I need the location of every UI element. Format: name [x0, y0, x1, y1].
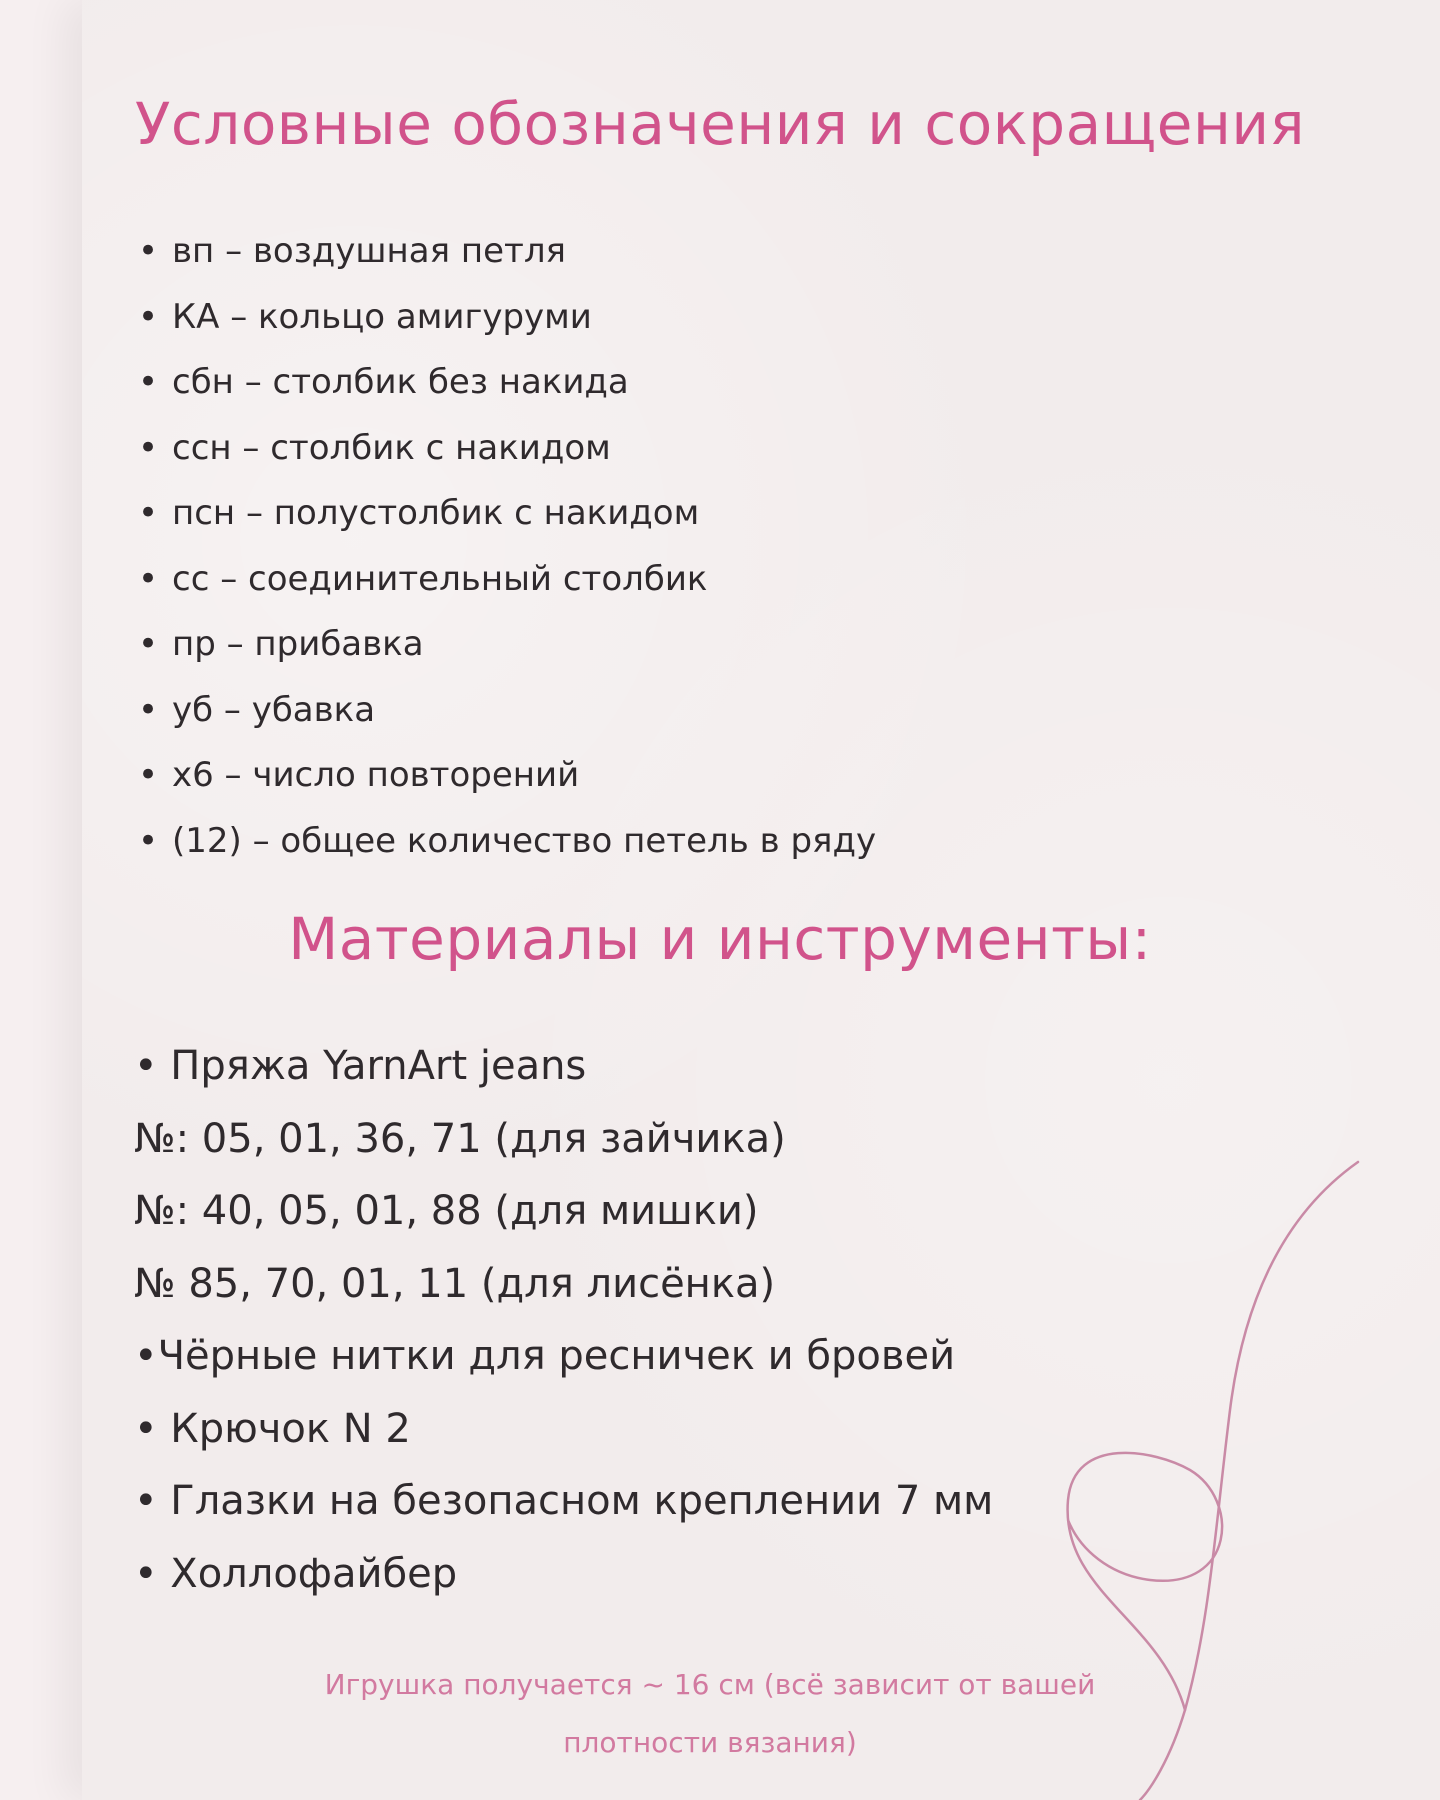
materials-title: Материалы и инструменты:	[288, 905, 1152, 973]
abbreviations-title: Условные обозначения и сокращения	[135, 90, 1305, 158]
abbreviations-list	[138, 226, 876, 881]
bullet-icon: •	[138, 362, 159, 402]
abbreviation-item: • сбн – столбик без накида	[138, 357, 876, 423]
bullet-icon: •	[138, 624, 159, 664]
bullet-icon: •	[138, 755, 159, 795]
materials-line: №: 05, 01, 36, 71 (для зайчика)	[134, 1115, 786, 1162]
bullet-icon: •	[138, 296, 159, 337]
materials-line: •Чёрные нитки для ресничек и бровей	[134, 1333, 956, 1379]
bullet-icon: •	[138, 493, 159, 533]
bullet-icon: •	[138, 820, 159, 861]
thread-curl-icon	[1140, 1162, 1358, 1800]
size-note-line-2: плотности вязания)	[563, 1726, 857, 1759]
bullet-icon: •	[138, 689, 159, 730]
abbreviation-item: • уб – убавка	[138, 685, 876, 751]
abbreviation-item: • КА – кольцо амигуруми	[138, 292, 876, 358]
abbreviation-item: • вп – воздушная петля	[138, 226, 876, 292]
bullet-icon: •	[138, 231, 159, 271]
abbreviation-item: • псн – полустолбик с накидом	[138, 488, 876, 554]
abbreviation-item: • ссн – столбик с накидом	[138, 423, 876, 489]
bullet-icon: •	[138, 427, 159, 468]
materials-list	[134, 1036, 993, 1616]
abbreviation-item: • пр – прибавка	[138, 619, 876, 685]
materials-line: • Пряжа YarnArt jeans	[134, 1043, 587, 1089]
materials-line: • Крючок N 2	[134, 1405, 411, 1452]
materials-line: • Глазки на безопасном креплении 7 мм	[134, 1478, 994, 1524]
materials-line: № 85, 70, 01, 11 (для лисёнка)	[134, 1260, 776, 1307]
materials-line: • Холлофайбер	[134, 1550, 458, 1597]
size-note	[300, 1656, 1120, 1772]
materials-line: №: 40, 05, 01, 88 (для мишки)	[134, 1188, 759, 1234]
abbreviation-item: • (12) – общее количество петель в ряду	[138, 816, 876, 882]
abbreviation-item: • сс – соединительный столбик	[138, 554, 876, 620]
size-note-line-1: Игрушка получается ~ 16 см (всё зависит от вашей	[324, 1668, 1096, 1701]
abbreviation-item: • х6 – число повторений	[138, 750, 876, 816]
bullet-icon: •	[138, 558, 159, 599]
